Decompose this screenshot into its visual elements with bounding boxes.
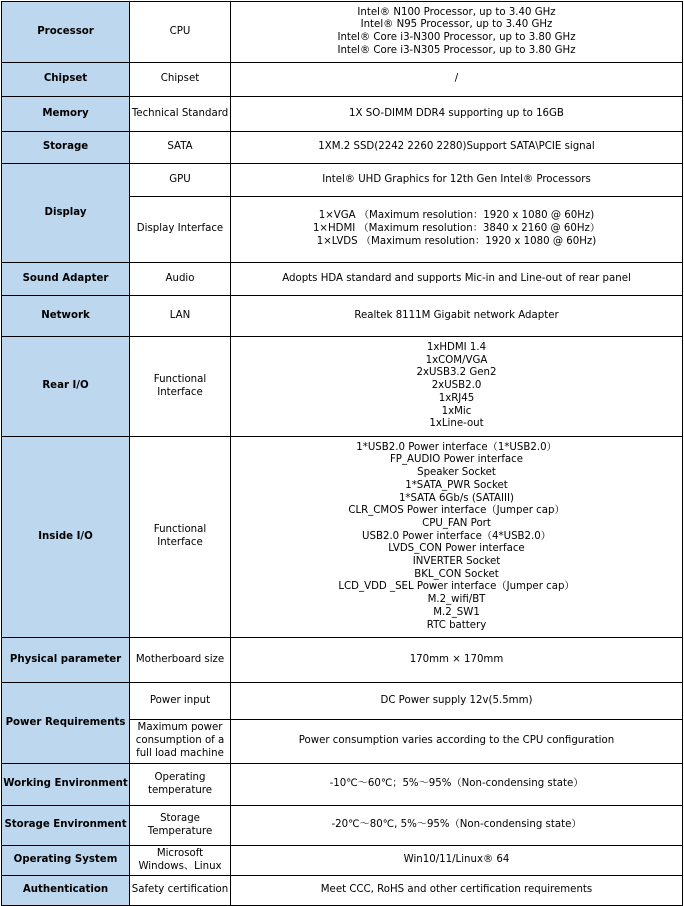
table-row-storage bbox=[2, 132, 683, 164]
value-power-consumption: Power consumption varies according to the CPU configuration bbox=[231, 720, 683, 764]
value-cpu bbox=[231, 2, 683, 63]
spec-chipset: Chipset bbox=[130, 63, 231, 97]
category-rear-io: Rear I/O bbox=[2, 337, 130, 437]
spec-max-power-consumption: Maximum power consumption of a full load machine bbox=[130, 720, 231, 764]
value-line: LCD_VDD _SEL Power interface（Jumper cap） bbox=[338, 581, 575, 593]
category-physical-parameter: Physical parameter bbox=[2, 638, 130, 683]
table-row-working-env bbox=[2, 764, 683, 806]
table-row-chipset bbox=[2, 63, 683, 97]
value-chipset: / bbox=[231, 63, 683, 97]
table-row-os bbox=[2, 846, 683, 876]
value-line: 1*USB2.0 Power interface（1*USB2.0） bbox=[356, 441, 557, 453]
value-line: Intel® N100 Processor, up to 3.40 GHz bbox=[357, 6, 556, 18]
table-row-storage-env bbox=[2, 806, 683, 846]
value-storage: 1XM.2 SSD(2242 2260 2280)Support SATA\PCIE signal bbox=[231, 132, 683, 164]
category-display: Display bbox=[2, 164, 130, 263]
category-working-environment: Working Environment bbox=[2, 764, 130, 806]
value-gpu: Intel® UHD Graphics for 12th Gen Intel® Processors bbox=[231, 164, 683, 197]
table-row-authentication bbox=[2, 876, 683, 906]
value-memory: 1X SO-DIMM DDR4 supporting up to 16GB bbox=[231, 97, 683, 132]
value-line: 1xRJ45 bbox=[438, 392, 475, 404]
value-rear-io bbox=[231, 337, 683, 437]
value-line: 1*SATA 6Gb/s (SATAIII) bbox=[398, 492, 515, 504]
value-certification: Meet CCC, RoHS and other certification requirements bbox=[231, 876, 683, 906]
value-line: 1*SATA_PWR Socket bbox=[405, 479, 508, 491]
spec-power-input: Power input bbox=[130, 683, 231, 720]
table-row-network bbox=[2, 296, 683, 337]
value-line: 1×LVDS （Maximum resolution：1920 x 1080 @ 60Hz) bbox=[316, 235, 597, 247]
spec-storage-temperature: Storage Temperature bbox=[130, 806, 231, 846]
table-row-sound bbox=[2, 263, 683, 296]
spec-inside-functional-interface: Functional Interface bbox=[130, 437, 231, 638]
value-lan: Realtek 8111M Gigabit network Adapter bbox=[231, 296, 683, 337]
category-inside-io: Inside I/O bbox=[2, 437, 130, 638]
value-line: M.2_wifi/BT bbox=[427, 594, 486, 606]
spec-cpu: CPU bbox=[130, 2, 231, 63]
value-line: Intel® Core i3-N300 Processor, up to 3.80 GHz bbox=[337, 32, 576, 43]
table-row-physical bbox=[2, 638, 683, 683]
table-row-processor bbox=[2, 2, 683, 63]
spec-gpu: GPU bbox=[130, 164, 231, 197]
spec-motherboard-size: Motherboard size bbox=[130, 638, 231, 683]
spec-display-interface: Display Interface bbox=[130, 197, 231, 263]
value-inside-io bbox=[231, 437, 683, 638]
table-row-display-gpu bbox=[2, 164, 683, 197]
value-line: INVERTER Socket bbox=[412, 556, 501, 568]
value-line: 1xCOM/VGA bbox=[425, 354, 488, 366]
spec-rear-functional-interface: Functional Interface bbox=[130, 337, 231, 437]
value-line: 1xMic bbox=[441, 405, 472, 417]
value-storage-temperature: -20℃～80℃, 5%～95%（Non-condensing state） bbox=[231, 806, 683, 846]
value-line: LVDS_CON Power interface bbox=[388, 543, 525, 555]
category-operating-system: Operating System bbox=[2, 846, 130, 876]
value-os: Win10/11/Linux® 64 bbox=[231, 846, 683, 876]
spec-sata: SATA bbox=[130, 132, 231, 164]
category-storage: Storage bbox=[2, 132, 130, 164]
spec-os: Microsoft Windows、Linux bbox=[130, 846, 231, 876]
table-row-rear-io bbox=[2, 337, 683, 437]
value-line: RTC battery bbox=[426, 619, 487, 631]
value-line: M.2_SW1 bbox=[433, 606, 480, 618]
value-line: BKL_CON Socket bbox=[414, 568, 499, 580]
value-line: 1xLine-out bbox=[429, 418, 484, 430]
value-display-interface bbox=[231, 197, 683, 263]
value-operating-temperature: -10℃～60℃；5%～95%（Non-condensing state） bbox=[231, 764, 683, 806]
category-chipset: Chipset bbox=[2, 63, 130, 97]
table-row-power-input bbox=[2, 683, 683, 720]
spec-technical-standard: Technical Standard bbox=[130, 97, 231, 132]
value-line: Intel® Core i3-N305 Processor, up to 3.80 GHz bbox=[337, 44, 576, 56]
category-processor: Processor bbox=[2, 2, 130, 63]
value-line: 1xHDMI 1.4 bbox=[426, 342, 487, 354]
category-authentication: Authentication bbox=[2, 876, 130, 906]
value-motherboard-size: 170mm × 170mm bbox=[231, 638, 683, 683]
value-line: 1×VGA （Maximum resolution：1920 x 1080 @ 60Hz) bbox=[318, 210, 595, 222]
value-line: Intel® N95 Processor, up to 3.40 GHz bbox=[360, 19, 553, 31]
value-power-input: DC Power supply 12v(5.5mm) bbox=[231, 683, 683, 720]
value-line: 2xUSB2.0 bbox=[431, 380, 482, 392]
category-network: Network bbox=[2, 296, 130, 337]
spec-audio: Audio bbox=[130, 263, 231, 296]
value-line: 1×HDMI （Maximum resolution：3840 x 2160 @ 60Hz） bbox=[312, 223, 601, 235]
category-sound-adapter: Sound Adapter bbox=[2, 263, 130, 296]
spec-safety-certification: Safety certification bbox=[130, 876, 231, 906]
table-row-inside-io bbox=[2, 437, 683, 638]
value-line: USB2.0 Power interface（4*USB2.0） bbox=[362, 530, 551, 542]
spec-operating-temperature: Operating temperature bbox=[130, 764, 231, 806]
value-line: CPU_FAN Port bbox=[422, 517, 491, 529]
value-line: CLR_CMOS Power interface（Jumper cap） bbox=[348, 505, 565, 517]
category-storage-environment: Storage Environment bbox=[2, 806, 130, 846]
value-audio: Adopts HDA standard and supports Mic-in and Line-out of rear panel bbox=[231, 263, 683, 296]
table-row-memory bbox=[2, 97, 683, 132]
spec-lan: LAN bbox=[130, 296, 231, 337]
category-power-requirements: Power Requirements bbox=[2, 683, 130, 764]
value-line: Speaker Socket bbox=[417, 467, 496, 479]
value-line: 2xUSB3.2 Gen2 bbox=[416, 367, 497, 379]
value-line: FP_AUDIO Power interface bbox=[389, 454, 524, 466]
category-memory: Memory bbox=[2, 97, 130, 132]
spec-table bbox=[1, 1, 683, 906]
